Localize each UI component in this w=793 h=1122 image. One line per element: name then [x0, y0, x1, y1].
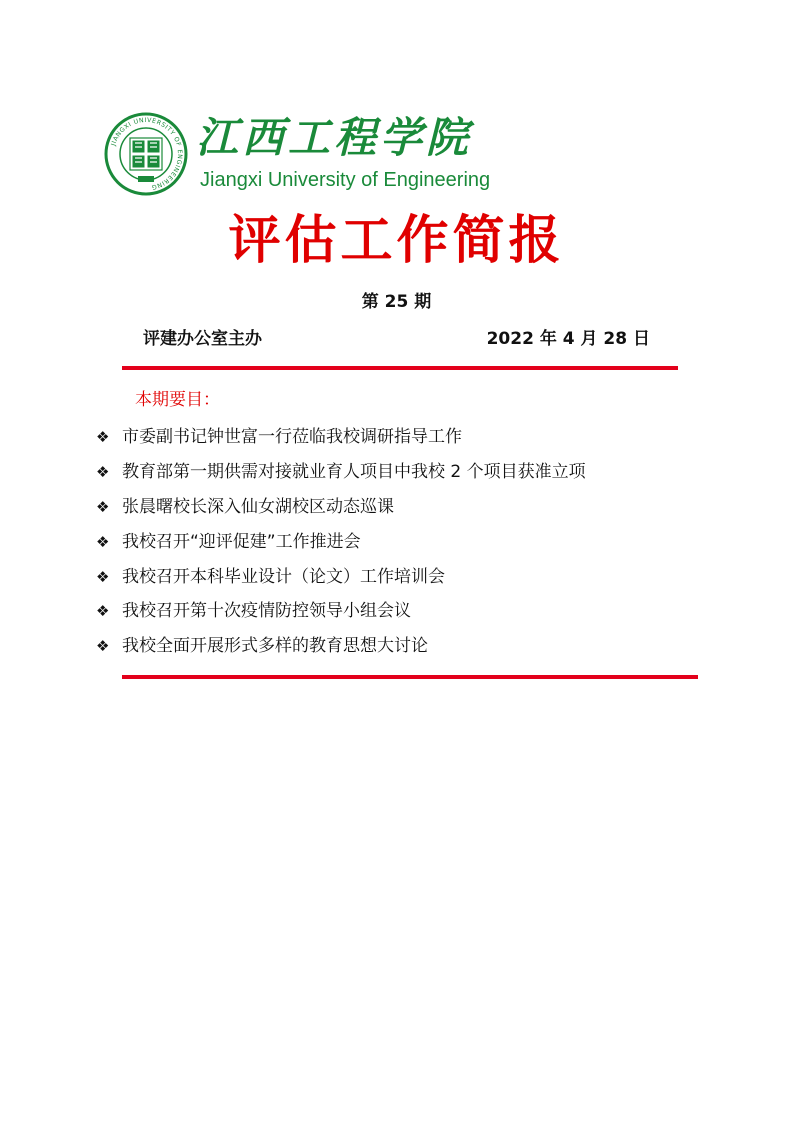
contents-heading: 本期要目： [135, 390, 220, 410]
bulletin-title: 评估工作简报 [228, 211, 565, 271]
list-item [96, 524, 586, 559]
list-item-text: 教育部第一期供需对接就业育人项目中我校 2 个项目获准立项 [122, 462, 586, 483]
university-name-chinese: 江西工程学院 [196, 113, 473, 162]
list-item [96, 629, 586, 664]
diamond-bullet-icon: ❖ [96, 602, 110, 621]
list-item [96, 594, 586, 629]
diamond-bullet-icon: ❖ [96, 428, 110, 447]
publish-date: 2022 年 4 月 28 日 [486, 329, 650, 349]
contents-list [96, 420, 586, 664]
seal-ring-text: JIANGXI UNIVERSITY OF ENGINEERING [110, 116, 184, 191]
university-name-english: Jiangxi University of Engineering [200, 169, 491, 191]
list-item-text: 我校全面开展形式多样的教育思想大讨论 [122, 636, 428, 657]
list-item [96, 420, 586, 455]
list-item-text: 我校召开“迎评促建”工作推进会 [122, 531, 361, 552]
list-item [96, 559, 586, 594]
diamond-bullet-icon: ❖ [96, 532, 110, 551]
list-item-text: 我校召开本科毕业设计（论文）工作培训会 [122, 566, 445, 587]
top-red-rule [122, 366, 678, 370]
university-logo [104, 108, 491, 192]
organizer: 评建办公室主办 [143, 329, 262, 349]
list-item [96, 455, 586, 490]
university-seal-icon [104, 112, 188, 196]
list-item-text: 我校召开第十次疫情防控领导小组会议 [122, 601, 411, 622]
issue-number: 第 25 期 [361, 292, 432, 312]
diamond-bullet-icon: ❖ [96, 497, 110, 516]
diamond-bullet-icon: ❖ [96, 463, 110, 482]
bottom-red-rule [122, 675, 698, 679]
diamond-bullet-icon: ❖ [96, 637, 110, 656]
list-item [96, 490, 586, 525]
list-item-text: 张晨曙校长深入仙女湖校区动态巡课 [122, 496, 394, 517]
list-item-text: 市委副书记钟世富一行莅临我校调研指导工作 [122, 427, 462, 448]
diamond-bullet-icon: ❖ [96, 567, 110, 586]
